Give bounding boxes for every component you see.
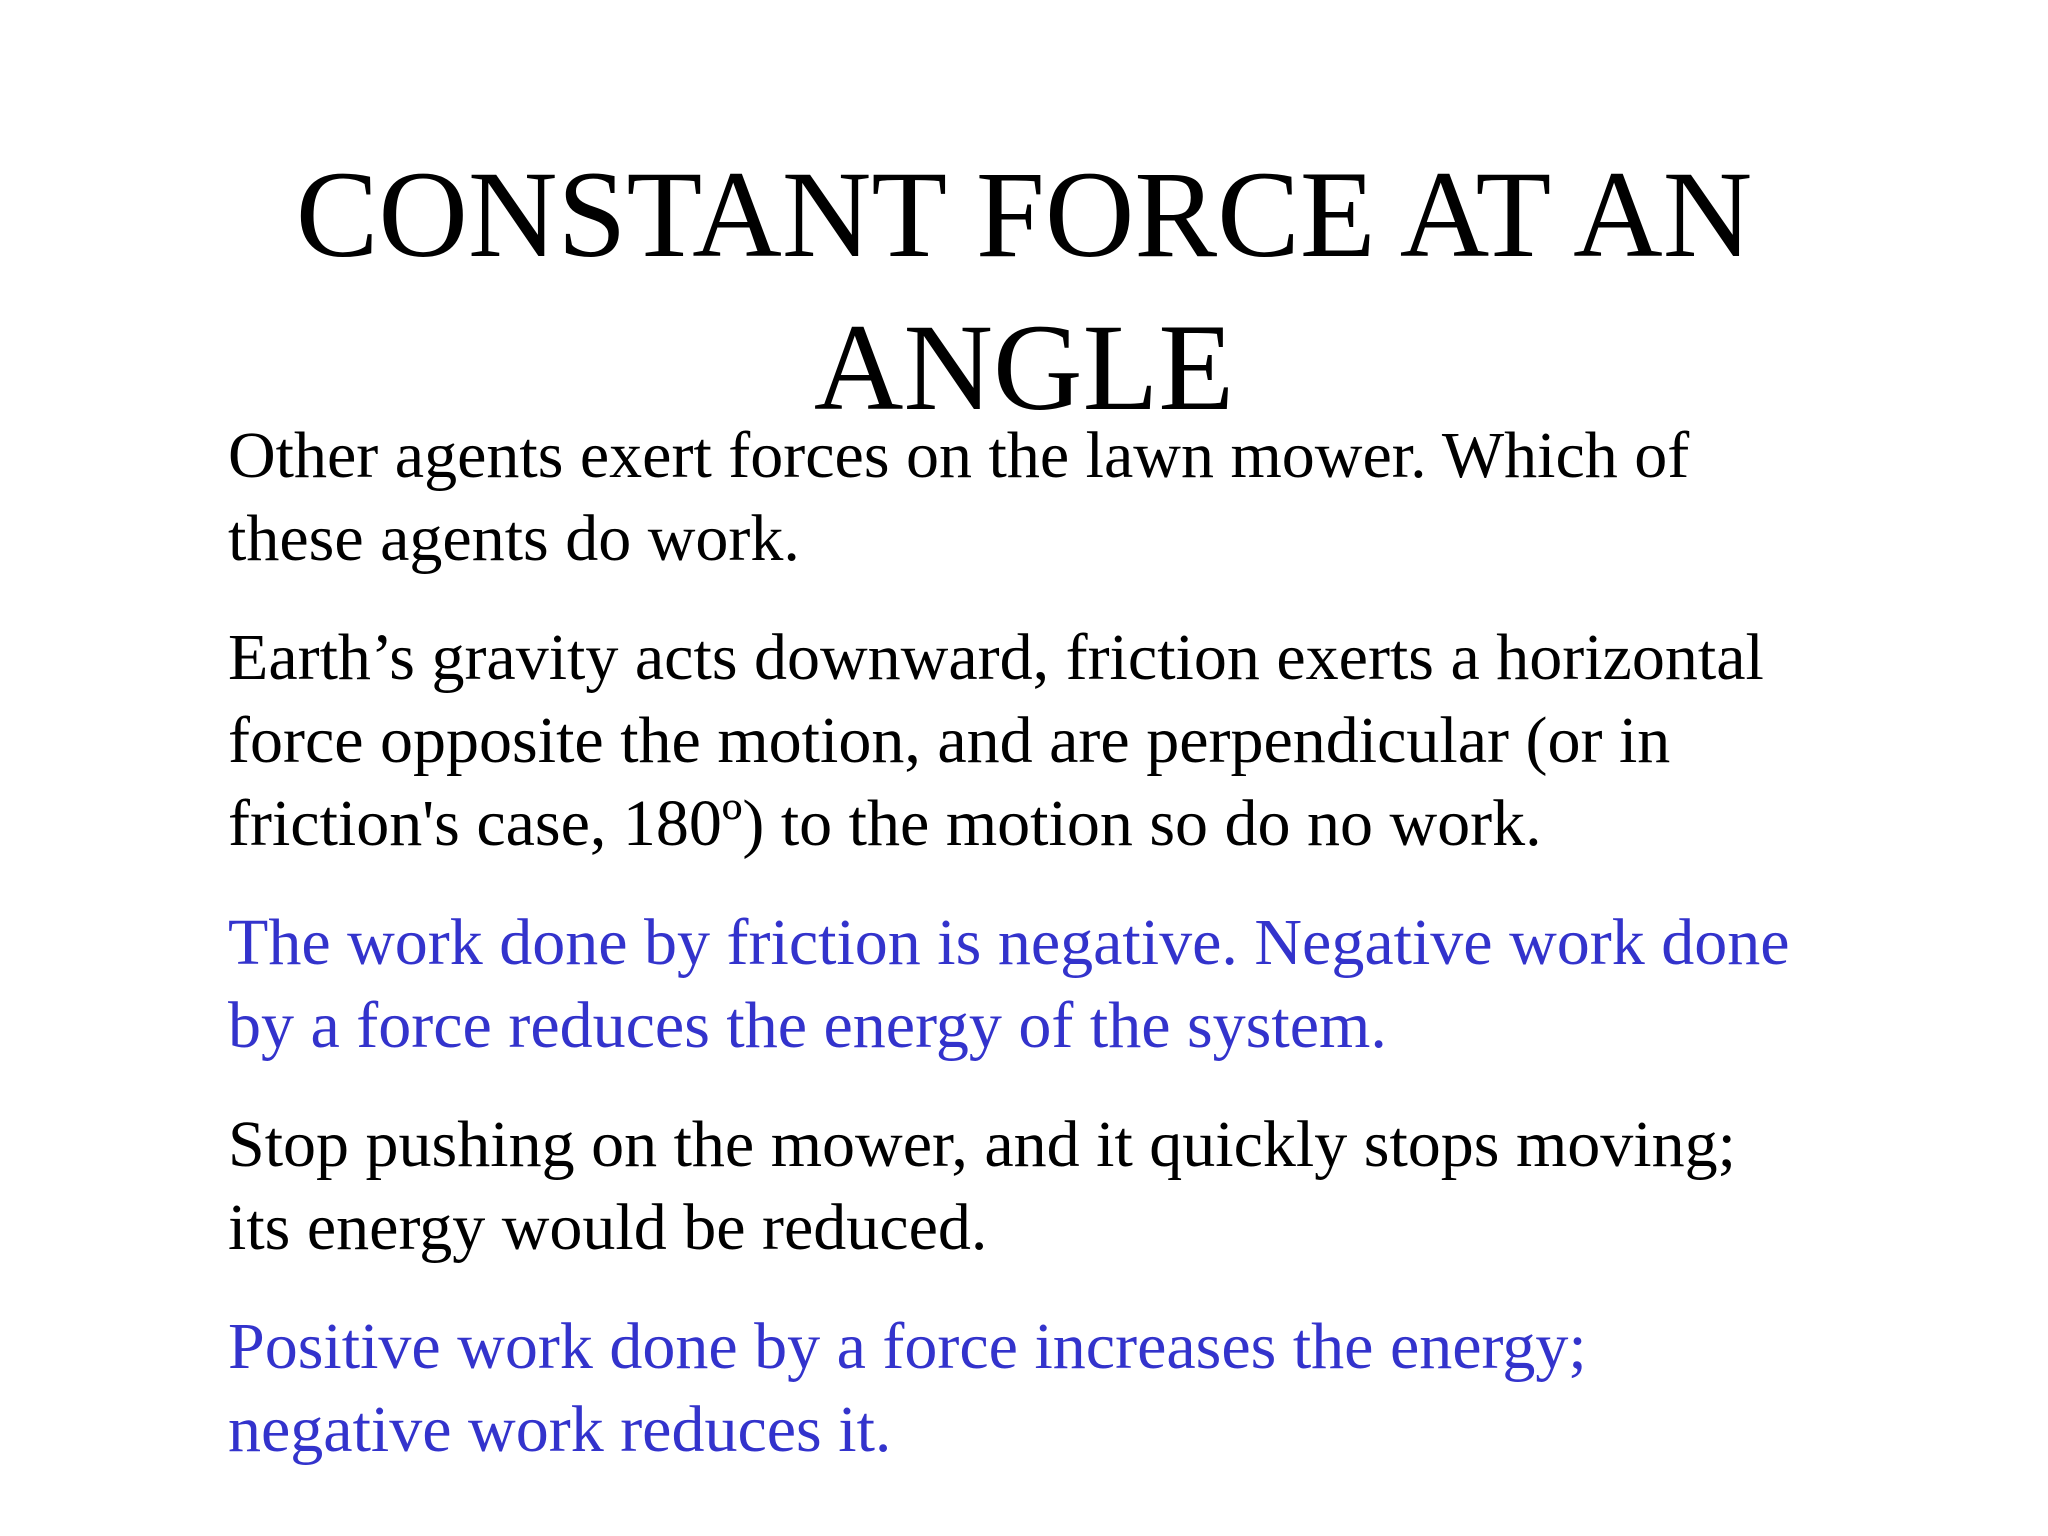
slide-title-line-2: ANGLE <box>813 299 1235 436</box>
text-line: negative work reduces it. <box>228 1393 892 1466</box>
slide-body <box>228 414 1878 1507</box>
slide-title <box>0 138 2048 444</box>
text-line: force opposite the motion, and are perpendicular (or in <box>228 704 1671 777</box>
paragraph-agents-question <box>228 414 1878 580</box>
paragraph-negative-work <box>228 901 1878 1067</box>
text-line: The work done by friction is negative. Negative work done <box>228 906 1790 979</box>
text-line: Stop pushing on the mower, and it quickly stops moving; <box>228 1108 1736 1181</box>
slide-title-line-1: CONSTANT FORCE AT AN <box>295 146 1753 283</box>
paragraph-positive-work <box>228 1305 1878 1471</box>
text-line: Other agents exert forces on the lawn mower. Which of <box>228 419 1690 492</box>
text-line: its energy would be reduced. <box>228 1191 988 1264</box>
text-line: Earth’s gravity acts downward, friction exerts a horizontal <box>228 621 1764 694</box>
paragraph-stop-pushing <box>228 1103 1878 1269</box>
text-line: these agents do work. <box>228 502 800 575</box>
text-line: Positive work done by a force increases the energy; <box>228 1310 1587 1383</box>
paragraph-gravity-friction <box>228 616 1878 865</box>
text-line: by a force reduces the energy of the system. <box>228 989 1387 1062</box>
text-line: friction's case, 180º) to the motion so do no work. <box>228 787 1542 860</box>
